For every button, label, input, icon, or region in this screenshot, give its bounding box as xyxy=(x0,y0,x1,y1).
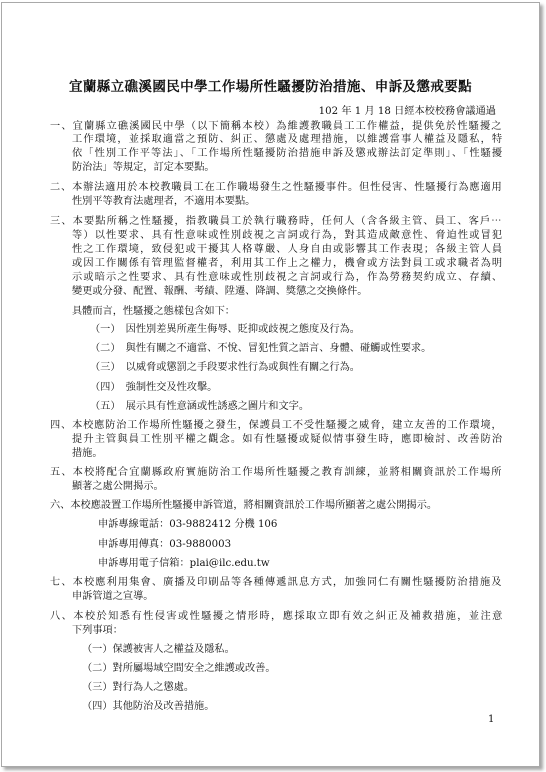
body-line: 八、本校於知悉有性侵害或性騷擾之情形時，應採取立即有效之糾正及補救措施，並注意 xyxy=(50,611,504,622)
body-line: （一） 因性別差異所產生侮辱、貶抑或歧視之態度及行為。 xyxy=(90,324,360,335)
document-page xyxy=(1,2,540,767)
body-line: 性之工作環境，致侵犯或干擾其人格尊嚴、人身自由或影響其工作表現；各級主管人員 xyxy=(72,244,504,255)
body-line: 或因工作關係有管理監督權者，利用其工作上之權力，機會或方法對員工或求職者為明 xyxy=(72,258,504,269)
body-line: 具體而言，性騷擾之態樣包含如下： xyxy=(72,306,235,317)
body-line: 七、本校應利用集會、廣播及印刷品等各種傳遞訊息方式，加強同仁有關性騷擾防治措施及 xyxy=(50,577,503,588)
body-line: 工作環境，並採取適當之預防、糾正、懲處及處理措施，以維護當事人權益及隱私，特 xyxy=(72,134,504,145)
body-line: 申訴管道之宣導。 xyxy=(72,591,154,602)
body-line: （五） 展示具有性意涵或性誘惑之圖片和文字。 xyxy=(90,401,310,412)
body-line: 三、本要點所稱之性騷擾，指教職員工於執行職務時，任何人（含各級主管、員工、客戶⋯ xyxy=(50,216,503,227)
body-line: 依「性別工作平等法」、「工作場所性騷擾防治措施申訴及懲戒辦法訂定準則」、「性騷擾 xyxy=(72,148,504,159)
body-line: 示或暗示之性要求、具有性意味或性別歧視之言詞或行為，作為勞務契約成立、存續、 xyxy=(72,272,504,283)
body-line: （三） 以威脅或懲罰之手段要求性行為或與性有關之行為。 xyxy=(90,362,360,373)
body-line: 下列事項： xyxy=(72,625,123,636)
body-line: 五、本校將配合宜蘭縣政府實施防治工作場所性騷擾之教育訓練，並將相關資訊於工作場所 xyxy=(50,467,503,478)
body-line: 性別平等教育法處理者，不適用本要點。 xyxy=(72,196,256,207)
body-line: 申訴專線電話：03-9882412 分機 106 xyxy=(98,519,278,530)
body-line: 六、本校應設置工作場所性騷擾申訴管道，將相關資訊於工作場所顯著之處公開揭示。 xyxy=(50,500,438,511)
body-line: 變更或分發、配置、報酬、考績、陞遷、降調、獎懲之交換條件。 xyxy=(72,286,368,297)
body-line: 等）以性要求、具有性意味或性別歧視之言詞或行為，對其造成敵意性、脅迫性或冒犯 xyxy=(72,230,504,241)
body-line: 二、本辦法適用於本校教職員工在工作職場發生之性騷擾事件。但性侵害、性騷擾行為應適用 xyxy=(50,182,503,193)
body-line: 申訴專用傳真：03-9880003 xyxy=(98,539,232,550)
body-line: （三）對行為人之懲處。 xyxy=(82,682,195,693)
body-line: 四、本校應防治工作場所性騷擾之發生，保護員工不受性騷擾之威脅，建立友善的工作環境， xyxy=(50,420,503,431)
document-title: 宜蘭縣立礁溪國民中學工作場所性騷擾防治措施、申訴及懲戒要點 xyxy=(68,79,473,95)
body-line: （二）對所屬場域空間安全之維護或改善。 xyxy=(82,663,276,674)
body-line: 一、宜蘭縣立礁溪國民中學（以下簡稱本校）為維護教職員工工作權益，提供免於性騷擾之 xyxy=(50,121,503,132)
body-line: （四） 強制性交及性攻擊。 xyxy=(90,382,218,393)
body-line: 提升主管與員工性別平權之觀念。如有性騷擾或疑似情事發生時，應即檢討、改善防治 xyxy=(72,434,504,445)
body-line: 顯著之處公開揭示。 xyxy=(72,481,164,492)
body-line: （四）其他防治及改善措施。 xyxy=(82,701,215,712)
body-line: 措施。 xyxy=(72,448,103,459)
page-number: 1 xyxy=(488,714,495,725)
approval-date: 102 年 1 月 18 日經本校校務會議通過 xyxy=(318,106,496,117)
body-line: （二） 與性有關之不適當、不悅、冒犯性質之語言、身體、碰觸或性要求。 xyxy=(90,343,432,354)
body-line: （一）保護被害人之權益及隱私。 xyxy=(82,644,235,655)
body-line: 申訴專用電子信箱：plai@ilc.edu.tw xyxy=(98,558,270,569)
body-line: 防治法」等規定，訂定本要點。 xyxy=(72,162,215,173)
